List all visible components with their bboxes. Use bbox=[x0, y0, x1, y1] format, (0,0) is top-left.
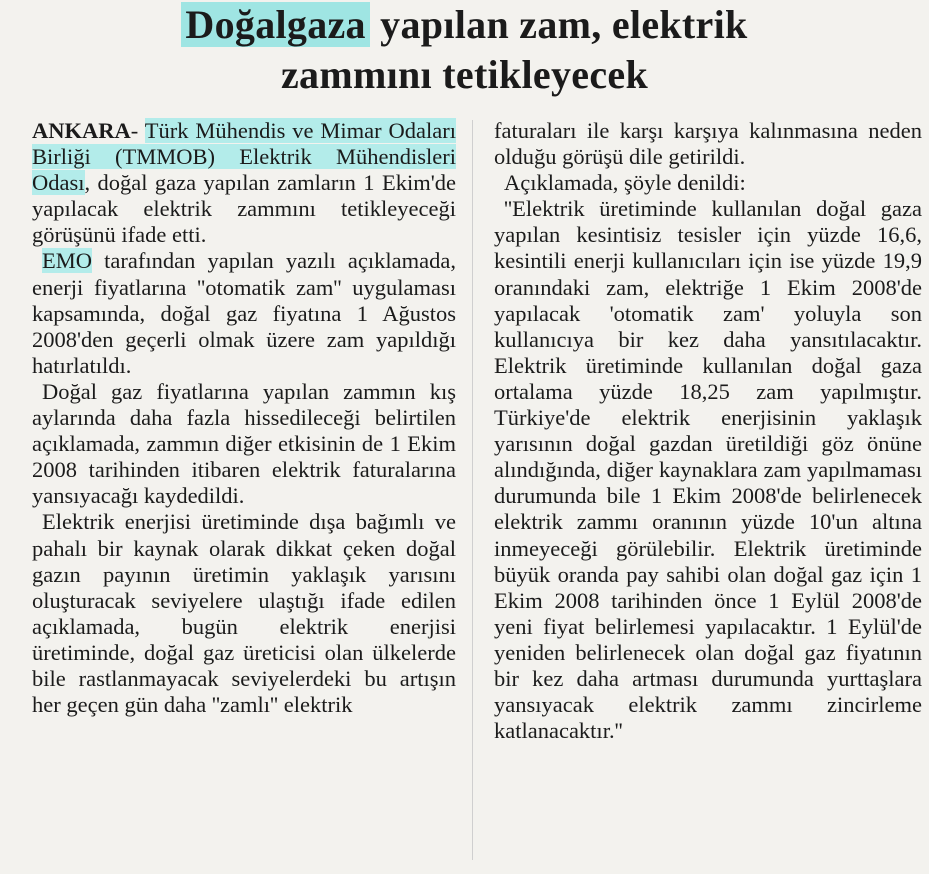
headline-line-1 bbox=[0, 0, 929, 50]
dateline: ANKARA bbox=[32, 118, 131, 143]
article-paragraph bbox=[32, 248, 456, 378]
headline bbox=[0, 0, 929, 100]
dateline-dash: - bbox=[130, 118, 145, 143]
paragraph-text: , doğal gaza yapılan zamların 1 Ekim'de yapılacak elektrik zammını tetikleyeceği görüşünü ifade etti. bbox=[32, 170, 456, 248]
left-column bbox=[32, 118, 456, 718]
organization-highlight: Türk Mühendis ve Mimar Odaları Birliği (TMMOB) Elektrik Mühendisleri Odası bbox=[32, 118, 456, 196]
column-divider bbox=[472, 120, 473, 860]
headline-line-1-rest: yapılan zam, elektrik bbox=[369, 2, 748, 47]
article-paragraph: Açıklamada, şöyle denildi: bbox=[504, 170, 746, 196]
paragraph-text: tarafından yapılan yazılı açıklamada, enerji fiyatlarına ''otomatik zam'' uygulaması kapsamında, doğal gaz fiyatına 1 Ağustos 2008'den geçerli olmak üzere zam yapıldığı hatırlatıldı. bbox=[32, 248, 456, 378]
article-paragraph: Elektrik enerjisi üretiminde dışa bağımlı ve pahalı bir kaynak olarak dikkat çeken doğal gazın payının üretimin yaklaşık yarısını oluşturacak seviyelere ulaştığı ifade edilen açıklamada, bugün elektrik enerjisi üretiminde, doğal gaz üreticisi olan ülkelerde bile rastlanmayacak seviyelerdeki bu artışın her geçen gün daha ''zamlı'' elektrik bbox=[32, 509, 456, 718]
headline-line-2: zammını tetikleyecek bbox=[281, 52, 648, 97]
article-paragraph: faturaları ile karşı karşıya kalınmasına neden olduğu görüşü dile getirildi. bbox=[494, 118, 922, 170]
quoted-paragraph: ''Elektrik üretiminde kullanılan doğal gaza yapılan kesintisiz tesisler için yüzde 16,6, kesintili enerji kullanıcıları için ise yüzde 19,9 oranındaki zam, elektriğe 1 Ekim 2008'de yapılacak 'otomatik zam' yoluyla son kullanıcıya bir kez daha yansıtılacaktır. Elektrik üretiminde kullanılan doğal gaza ortalama yüzde 18,25 zam yapılmıştır. Türkiye'de elektrik enerjisinin yaklaşık yarısının doğal gazdan üretildiği göz önüne alındığında, diğer kaynaklara zam yapılmaması durumunda bile 1 Ekim 2008'de belirlenecek elektrik zammı oranının yüzde 10'un altına inmeyeceği görülebilir. Elektrik üretiminde büyük oranda pay sahibi olan doğal gaz için 1 Ekim 2008 tarihinden önce 1 Eylül 2008'de yeni fiyat belirlemesi yapılacaktır. 1 Eylül'de yeniden belirlenecek olan doğal gaz fiyatının bir kez daha artması durumunda yurttaşlara yansıyacak elektrik zammı zincirleme katlanacaktır.'' bbox=[494, 196, 922, 744]
article-paragraph: Doğal gaz fiyatlarına yapılan zammın kış aylarında daha fazla hissedileceği belirtilen açıklamada, zammın diğer etkisinin de 1 Ekim 2008 tarihinden itibaren elektrik faturalarına yansıyacağı kaydedildi. bbox=[32, 378, 456, 509]
emo-highlight: EMO bbox=[42, 248, 92, 274]
right-column bbox=[494, 118, 922, 744]
headline-highlight-word: Doğalgaza bbox=[181, 2, 369, 47]
article-paragraph bbox=[32, 118, 456, 248]
